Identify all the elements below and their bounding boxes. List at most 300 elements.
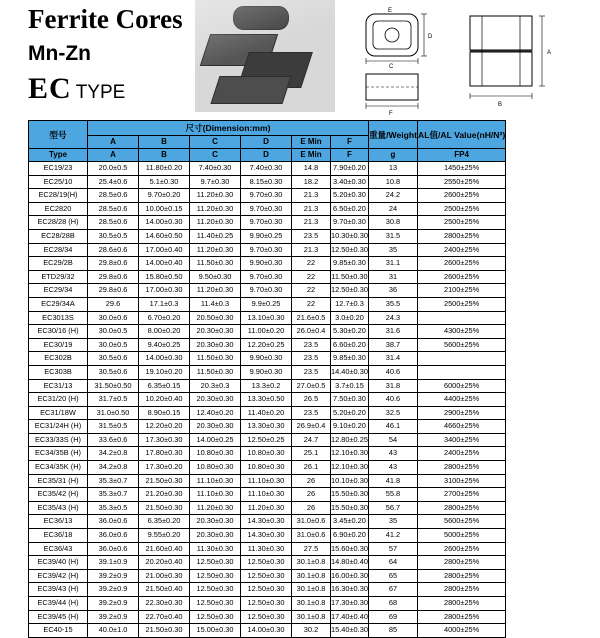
cell-value: 11.10±0.30 [241,474,292,488]
cell-value: 15.60±0.30 [331,542,369,556]
table-row [29,461,506,475]
cell-value: 35.5 [368,297,417,311]
cell-value: 9.40±0.25 [139,338,190,352]
table-row [29,624,506,638]
cell-type: EC28/28B [29,229,88,243]
header-dimension-cn: 尺寸(Dimension:mm) [88,121,369,136]
cell-value: 12.50±0.30 [241,583,292,597]
table-row [29,216,506,230]
header-unit-d: D [241,149,292,162]
cell-value: 39.2±0.9 [88,569,139,583]
cell-value: 9.7±0.30 [190,175,241,189]
cell-value: 28.5±0.6 [88,216,139,230]
cell-type: EC29/34 [29,284,88,298]
cell-value: 2800±25% [418,229,506,243]
cell-value: 11.50±0.30 [190,257,241,271]
cell-value: 22.30±0.30 [139,597,190,611]
cell-value: 7.40±0.30 [241,162,292,176]
cell-value: 10.80±0.30 [190,447,241,461]
cell-type: EC39/42 (H) [29,569,88,583]
table-row [29,501,506,515]
cell-type: EC39/44 (H) [29,597,88,611]
cell-value: 30.8 [368,216,417,230]
cell-value: 22.70±0.40 [139,610,190,624]
cell-value: 12.50±0.30 [190,583,241,597]
cell-value: 36.0±0.6 [88,542,139,556]
cell-value: 56.7 [368,501,417,515]
type-heading-type: TYPE [75,82,126,103]
cell-value: 12.50±0.30 [241,569,292,583]
cell-type: EC3013S [29,311,88,325]
cell-value: 11.10±0.30 [190,474,241,488]
cell-value: 20.30±0.30 [190,529,241,543]
material-subtitle: Mn-Zn [28,42,91,65]
header-unit-c: C [190,149,241,162]
drawing-side-svg [452,6,572,116]
cell-value: 6.35±0.20 [139,515,190,529]
cell-value: 17.00±0.30 [139,284,190,298]
cell-value: 12.50±0.30 [241,597,292,611]
table-row [29,284,506,298]
cell-value: 6.35±0.15 [139,379,190,393]
cell-value: 14.8 [292,162,331,176]
cell-value: 9.70±0.30 [241,202,292,216]
cell-value: 14.80±0.40 [331,556,369,570]
cell-value: 2800±25% [418,597,506,611]
cell-value: 11.20±0.30 [190,501,241,515]
cell-type: EC25/10 [29,175,88,189]
cell-value: 20.20±0.40 [139,556,190,570]
cell-type: EC35/31 (H) [29,474,88,488]
cell-value: 14.60±0.50 [139,229,190,243]
cell-value: 26.1 [292,461,331,475]
cell-value: 4400±25% [418,393,506,407]
cell-value: 3.0±0.20 [331,311,369,325]
cell-value: 6.90±0.20 [331,529,369,543]
cell-value: 20.30±0.30 [190,420,241,434]
drawing-side-view [452,6,572,116]
cell-value: 26.9±0.4 [292,420,331,434]
cell-value: 35.3±0.7 [88,488,139,502]
table-row [29,474,506,488]
cell-value: 30.5±0.6 [88,352,139,366]
cell-value: 2600±25% [418,257,506,271]
cell-type: EC39/43 (H) [29,583,88,597]
cell-value: 13.30±0.50 [241,393,292,407]
cell-value: 7.50±0.30 [331,393,369,407]
cell-value: 43 [368,461,417,475]
cell-value: 20.0±0.5 [88,162,139,176]
cell-value: 11.00±0.20 [241,325,292,339]
cell-value: 14.30±0.30 [241,529,292,543]
table-row [29,542,506,556]
cell-value: 11.30±0.30 [190,542,241,556]
table-row [29,311,506,325]
cell-value: 24 [368,202,417,216]
cell-value: 29.6 [88,297,139,311]
type-heading [28,72,183,111]
cell-value: 17.30±0.30 [139,433,190,447]
cell-value: 39.2±0.9 [88,597,139,611]
cell-value: 30.1±0.8 [292,610,331,624]
drawing-label-e: E [388,8,393,14]
cell-type: EC31/24H (H) [29,420,88,434]
cell-value: 33.6±0.6 [88,433,139,447]
table-row [29,297,506,311]
cell-value: 20.30±0.30 [190,338,241,352]
cell-value: 38.7 [368,338,417,352]
cell-value: 40.6 [368,393,417,407]
cell-type: EC302B [29,352,88,366]
cell-value: 9.70±0.30 [241,189,292,203]
cell-value: 20.30±0.30 [190,515,241,529]
cell-value: 9.70±0.30 [241,216,292,230]
cell-value: 24.7 [292,433,331,447]
cell-value: 9.90±0.25 [241,229,292,243]
cell-value: 31.1 [368,257,417,271]
cell-value: 10.80±0.30 [190,461,241,475]
cell-value: 2600±25% [418,189,506,203]
header-unit-b: B [139,149,190,162]
cell-value: 20.30±0.30 [190,325,241,339]
cell-value: 46.1 [368,420,417,434]
table-row [29,488,506,502]
cell-value: 21.3 [292,243,331,257]
cell-value: 15.40±0.30 [331,624,369,638]
cell-value: 11.20±0.30 [190,202,241,216]
table-row [29,583,506,597]
cell-value: 10.80±0.30 [241,447,292,461]
cell-type: EC2820 [29,202,88,216]
cell-value: 30.1±0.8 [292,556,331,570]
cell-value: 31.4 [368,352,417,366]
cell-value: 14.00±0.30 [139,352,190,366]
header-col-f: F [331,136,369,149]
cell-type: EC31/13 [29,379,88,393]
cell-value: 23.5 [292,406,331,420]
cell-value: 2800±25% [418,556,506,570]
drawing-bottom-view [352,70,438,116]
cell-value: 31.50±0.50 [88,379,139,393]
cell-type: EC28/28 (H) [29,216,88,230]
table-row [29,597,506,611]
cell-value: 17.40±0.40 [331,610,369,624]
table-row [29,257,506,271]
type-heading-ec: EC [28,72,72,105]
cell-type: EC303B [29,365,88,379]
cell-value: 30.1±0.8 [292,569,331,583]
table-row [29,515,506,529]
cell-type: EC19/23 [29,162,88,176]
cell-value: 12.50±0.30 [190,556,241,570]
cell-value: 16.00±0.30 [331,569,369,583]
cell-value: 2800±25% [418,461,506,475]
spec-table-body [29,162,506,638]
cell-value: 2900±25% [418,406,506,420]
cell-value: 21.50±0.30 [139,501,190,515]
cell-value: 65 [368,569,417,583]
cell-value: 15.00±0.30 [190,624,241,638]
cell-value: 12.10±0.30 [331,447,369,461]
table-row [29,352,506,366]
cell-value: 6.60±0.20 [331,338,369,352]
cell-value: 22 [292,270,331,284]
header-unit-weight: g [368,149,417,162]
cell-value: 11.10±0.30 [190,488,241,502]
cell-value: 23.5 [292,229,331,243]
table-row [29,529,506,543]
cell-value: 15.50±0.30 [331,488,369,502]
header-col-b: B [139,136,190,149]
cell-value: 12.50±0.30 [331,284,369,298]
cell-value: 15.50±0.30 [331,501,369,515]
cell-value: 21.60±0.40 [139,542,190,556]
cell-value: 9.70±0.30 [241,243,292,257]
cell-type: EC30/16 (H) [29,325,88,339]
cell-value: 14.00±0.30 [139,216,190,230]
cell-value: 9.70±0.20 [139,189,190,203]
table-row [29,569,506,583]
cell-value: 34.2±0.8 [88,447,139,461]
cell-type: ETD29/32 [29,270,88,284]
cell-value: 17.1±0.3 [139,297,190,311]
cell-value: 34.2±0.8 [88,461,139,475]
table-row [29,325,506,339]
cell-value: 2800±25% [418,501,506,515]
cell-value: 11.50±0.30 [331,270,369,284]
cell-value: 5000±25% [418,529,506,543]
cell-value: 2600±25% [418,270,506,284]
cell-value: 4660±25% [418,420,506,434]
cell-value: 6.70±0.20 [139,311,190,325]
cell-value: 32.5 [368,406,417,420]
cell-value: 22 [292,257,331,271]
cell-value: 30.2 [292,624,331,638]
cell-type: EC39/40 (H) [29,556,88,570]
cell-value: 21.50±0.40 [139,583,190,597]
cell-value: 26.5 [292,393,331,407]
cell-type: EC34/35B (H) [29,447,88,461]
cell-value: 10.20±0.40 [139,393,190,407]
cell-value: 55.8 [368,488,417,502]
table-row [29,406,506,420]
table-row [29,243,506,257]
cell-value: 12.50±0.25 [241,433,292,447]
cell-value: 2800±25% [418,610,506,624]
cell-value: 36.0±0.6 [88,529,139,543]
cell-value: 30.0±0.6 [88,311,139,325]
cell-value: 30.5±0.5 [88,229,139,243]
cell-type: EC29/2B [29,257,88,271]
cell-value: 9.9±0.25 [241,297,292,311]
cell-value: 9.55±0.20 [139,529,190,543]
drawing-label-b: B [498,102,503,108]
cell-value: 12.50±0.30 [241,556,292,570]
cell-value: 3.45±0.20 [331,515,369,529]
cell-value: 31.0±0.6 [292,529,331,543]
cell-type: EC28/19(H) [29,189,88,203]
drawing-top-svg [352,6,438,68]
cell-type: EC36/13 [29,515,88,529]
table-row [29,229,506,243]
cell-value: 5600±25% [418,338,506,352]
cell-value: 9.70±0.30 [331,216,369,230]
cell-type: EC33/33S (H) [29,433,88,447]
cell-value: 10.80±0.30 [241,461,292,475]
cell-value: 30.0±0.5 [88,325,139,339]
table-row [29,610,506,624]
cell-value: 12.20±0.20 [139,420,190,434]
cell-value: 29.8±0.6 [88,284,139,298]
cell-value: 5.1±0.30 [139,175,190,189]
cell-value: 21.6±0.5 [292,311,331,325]
cell-value: 15.80±0.50 [139,270,190,284]
cell-value: 3.40±0.30 [331,175,369,189]
drawing-label-c: C [389,64,394,68]
spec-table-head [29,121,506,162]
cell-value: 2500±25% [418,297,506,311]
table-row [29,433,506,447]
cell-type: EC35/42 (H) [29,488,88,502]
drawing-bottom-svg [352,70,438,116]
cell-value: 30.1±0.8 [292,597,331,611]
table-row [29,338,506,352]
cell-value: 2800±25% [418,583,506,597]
cell-value: 11.20±0.30 [190,189,241,203]
cell-value: 16.30±0.30 [331,583,369,597]
cell-value: 67 [368,583,417,597]
header-col-type: Type [29,149,88,162]
cell-value: 85 [368,624,417,638]
cell-value: 12.20±0.25 [241,338,292,352]
cell-value: 14.00±0.40 [139,257,190,271]
cell-value: 13.30±0.30 [241,420,292,434]
cell-value: 28.5±0.6 [88,202,139,216]
cell-value: 9.70±0.30 [241,284,292,298]
cell-value: 12.50±0.30 [190,597,241,611]
table-row [29,365,506,379]
header-al-cn: AL值/AL Value(nH/N²) [418,121,506,149]
cell-value: 21.00±0.30 [139,569,190,583]
cell-value: 11.30±0.30 [241,542,292,556]
cell-value: 17.80±0.30 [139,447,190,461]
drawing-top-view [352,6,438,68]
cell-value: 2500±25% [418,202,506,216]
drawing-label-f: F [389,111,393,116]
cell-value: 21.3 [292,189,331,203]
cell-value: 3.7±0.15 [331,379,369,393]
header-weight-cn: 重量/Weight [368,121,417,149]
cell-value: 9.70±0.30 [241,270,292,284]
table-row [29,162,506,176]
table-row [29,189,506,203]
cell-value: 11.20±0.30 [241,501,292,515]
cell-value: 26.0±0.4 [292,325,331,339]
cell-value: 3400±25% [418,433,506,447]
cell-value: 31.5 [368,229,417,243]
photo-gloss [195,0,335,112]
cell-value [418,311,506,325]
cell-value: 7.40±0.30 [190,162,241,176]
cell-value: 12.50±0.30 [241,610,292,624]
header-unit-al: FP4 [418,149,506,162]
cell-value: 2700±25% [418,488,506,502]
cell-value: 5.30±0.20 [331,325,369,339]
cell-value: 9.90±0.30 [241,352,292,366]
cell-value: 31.7±0.5 [88,393,139,407]
cell-value: 10.10±0.30 [331,474,369,488]
cell-value: 7.90±0.20 [331,162,369,176]
cell-value: 8.90±0.15 [139,406,190,420]
cell-type: EC30/19 [29,338,88,352]
cell-value: 5.20±0.30 [331,189,369,203]
cell-value [418,365,506,379]
cell-value: 11.20±0.30 [190,216,241,230]
cell-value: 12.50±0.30 [190,610,241,624]
cell-value: 9.90±0.30 [241,257,292,271]
cell-type: EC28/34 [29,243,88,257]
table-row [29,270,506,284]
cell-type: EC36/43 [29,542,88,556]
cell-value: 21.3 [292,216,331,230]
cell-value: 22 [292,297,331,311]
product-photo [195,0,335,112]
header-unit-a: A [88,149,139,162]
cell-value: 23.5 [292,352,331,366]
cell-value: 4300±25% [418,325,506,339]
header-col-c: C [190,136,241,149]
cell-type: EC31/18W [29,406,88,420]
cell-value: 31.6 [368,325,417,339]
cell-value: 17.30±0.30 [331,597,369,611]
cell-value: 30.0±0.5 [88,338,139,352]
cell-value: 1450±25% [418,162,506,176]
cell-value: 68 [368,597,417,611]
cell-type: EC29/34A [29,297,88,311]
cell-value: 2400±25% [418,447,506,461]
cell-value: 2550±25% [418,175,506,189]
cell-value: 20.50±0.30 [190,311,241,325]
page-title: Ferrite Cores [28,4,183,34]
cell-value: 39.1±0.9 [88,556,139,570]
cell-value: 10.00±0.15 [139,202,190,216]
cell-value: 18.2 [292,175,331,189]
table-row [29,420,506,434]
cell-value: 6.50±0.20 [331,202,369,216]
cell-value: 27.5 [292,542,331,556]
cell-value: 30.5±0.6 [88,365,139,379]
cell-value: 2500±25% [418,216,506,230]
cell-value: 17.00±0.40 [139,243,190,257]
cell-value: 14.00±0.30 [241,624,292,638]
cell-value: 11.20±0.30 [190,284,241,298]
cell-value: 31.5±0.5 [88,420,139,434]
cell-value: 14.30±0.30 [241,515,292,529]
table-row [29,379,506,393]
header-col-emin: E Min [292,136,331,149]
table-row [29,175,506,189]
cell-value: 29.8±0.6 [88,257,139,271]
cell-type: EC36/18 [29,529,88,543]
cell-value: 2800±25% [418,569,506,583]
cell-value: 2400±25% [418,243,506,257]
cell-value: 6000±25% [418,379,506,393]
cell-value: 31 [368,270,417,284]
cell-value: 21.20±0.30 [139,488,190,502]
header-unit-emin: E Min [292,149,331,162]
cell-value: 54 [368,433,417,447]
cell-value: 19.10±0.20 [139,365,190,379]
